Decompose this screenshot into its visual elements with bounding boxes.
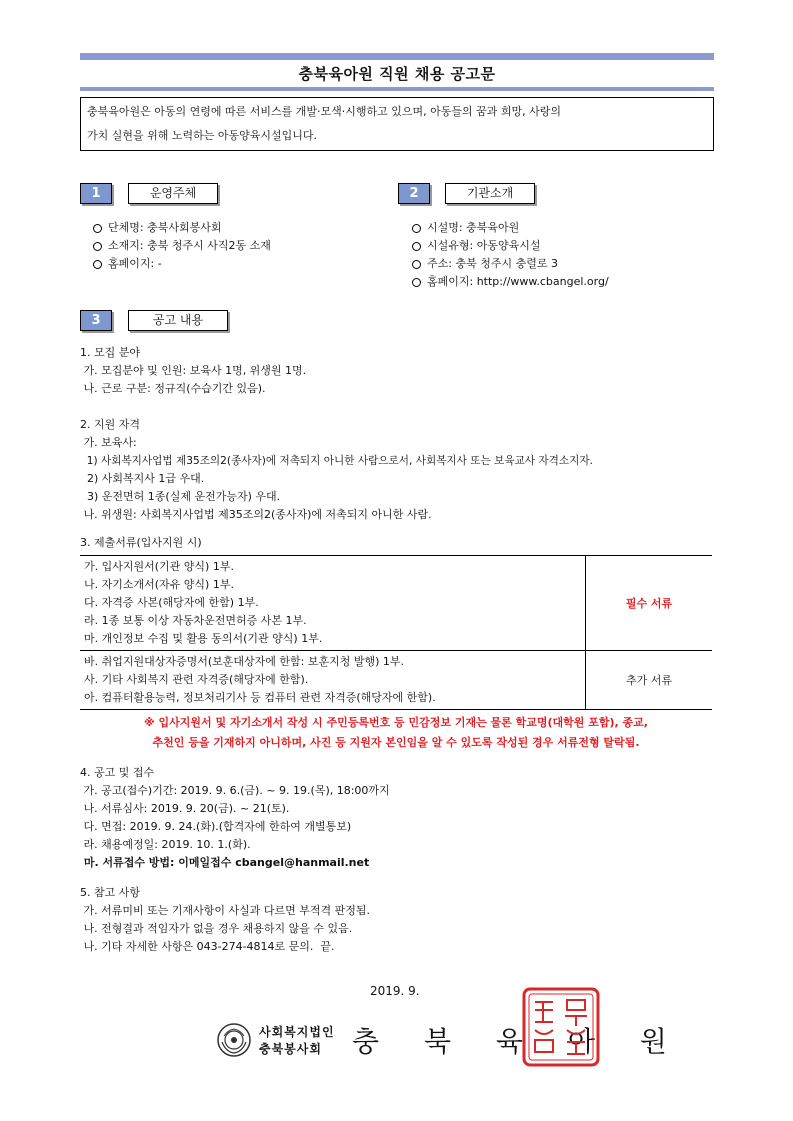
section-2-title: 기관소개 xyxy=(445,183,535,204)
recruit-heading: 1. 모집 분야 xyxy=(80,346,140,359)
section-1-title: 운영주체 xyxy=(128,183,218,204)
official-seal-icon xyxy=(521,986,601,1068)
doc-item: 사. 기타 사회복지 관련 자격증(해당자에 한함). xyxy=(84,673,309,686)
intro-line: 가치 실현을 위해 노력하는 아동양육시설입니다. xyxy=(87,129,318,142)
list-item: 단체명: 충북사회봉사회 xyxy=(92,219,271,237)
doc-item: 마. 개인정보 수집 및 활용 동의서(기관 양식) 1부. xyxy=(84,632,323,645)
doc-item: 다. 자격증 사본(해당자에 한함) 1부. xyxy=(84,596,259,609)
list-item: 주소: 충북 청주시 충렬로 3 xyxy=(411,255,609,273)
qualify-line: 1) 사회복지사업법 제35조의2(종사자)에 저촉되지 아니한 사람으로서, 사회복지사 또는 보육교사 자격소지자. xyxy=(80,455,593,467)
qualify-heading: 2. 지원 자격 xyxy=(80,418,140,431)
doc-item: 가. 입사지원서(기관 양식) 1부. xyxy=(84,560,234,573)
section-1-number: 1 xyxy=(80,183,112,204)
schedule-line: 나. 서류심사: 2019. 9. 20(금). ~ 21(토). xyxy=(80,802,290,815)
recruit-line: 나. 근로 구분: 정규직(수습기간 있음). xyxy=(80,382,266,395)
notes-block xyxy=(80,884,370,956)
docs-warning xyxy=(80,713,712,753)
org-emblem-icon xyxy=(216,1022,252,1058)
recruit-line: 가. 모집분야 및 인원: 보육사 1명, 위생원 1명. xyxy=(80,364,307,377)
issue-date: 2019. 9. xyxy=(370,984,420,998)
doc-item: 아. 컴퓨터활용능력, 정보처리기사 등 컴퓨터 관련 자격증(해당자에 한함). xyxy=(84,691,436,704)
schedule-heading: 4. 공고 및 접수 xyxy=(80,766,155,779)
list-item: 시설명: 충북육아원 xyxy=(411,219,609,237)
section-1-list xyxy=(92,219,271,273)
page-title: 충북육아원 직원 채용 공고문 xyxy=(298,65,496,83)
warning-line: 추천인 등을 기재하지 아니하며, 사진 등 지원자 본인임을 알 수 있도록 작성된 경우 서류전형 탈락됨. xyxy=(152,736,640,749)
notes-line: 나. 기타 자세한 사항은 043-274-4814로 문의. 끝. xyxy=(80,940,335,953)
qualify-block xyxy=(80,416,593,524)
list-item: 홈페이지: http://www.cbangel.org/ xyxy=(411,273,609,291)
docs-table xyxy=(80,555,712,710)
required-docs-cell xyxy=(80,556,586,651)
schedule-line: 라. 채용예정일: 2019. 10. 1.(화). xyxy=(80,838,251,851)
required-label: 필수 서류 xyxy=(625,597,673,610)
doc-item: 바. 취업지원대상자증명서(보훈대상자에 한함: 보훈지청 발행) 1부. xyxy=(84,655,405,668)
section-2-list xyxy=(411,219,609,291)
schedule-block xyxy=(80,764,390,872)
notes-line: 가. 서류미비 또는 기재사항이 사실과 다르면 부적격 판정됨. xyxy=(80,904,370,917)
org-line: 충북봉사회 xyxy=(259,1042,322,1056)
notes-heading: 5. 참고 사항 xyxy=(80,886,140,899)
doc-item: 나. 자기소개서(자유 양식) 1부. xyxy=(84,578,234,591)
qualify-line: 3) 운전면허 1종(실제 운전가능자) 우대. xyxy=(80,490,281,503)
doc-item: 라. 1종 보통 이상 자동차운전면허증 사본 1부. xyxy=(84,614,307,627)
optional-label: 추가 서류 xyxy=(625,674,672,687)
notes-line: 나. 전형결과 적임자가 없을 경우 채용하지 않을 수 있음. xyxy=(80,922,353,935)
intro-line: 충북육아원은 아동의 연령에 따른 서비스를 개발·모색·시행하고 있으며, 아동들의 꿈과 희망, 사랑의 xyxy=(87,105,561,118)
title-top-bar xyxy=(80,53,714,60)
intro-box xyxy=(80,97,714,151)
table-row xyxy=(80,651,712,710)
title-bottom-bar xyxy=(80,87,714,91)
docs-heading: 3. 제출서류(입사지원 시) xyxy=(80,536,202,549)
list-item: 시설유형: 아동양육시설 xyxy=(411,237,609,255)
warning-line: ※ 입사지원서 및 자기소개서 작성 시 주민등록번호 등 민감정보 기재는 물론 학교명(대학원 포함), 종교, xyxy=(144,716,648,729)
org-name: 충 북 육 아 원 xyxy=(352,1025,685,1058)
list-item: 홈페이지: - xyxy=(92,255,271,273)
list-item: 소재지: 충북 청주시 사직2동 소재 xyxy=(92,237,271,255)
schedule-line: 가. 공고(접수)기간: 2019. 9. 6.(금). ~ 9. 19.(목), 18:00까지 xyxy=(80,784,390,797)
section-3-title: 공고 내용 xyxy=(128,310,228,331)
org-line: 사회복지법인 xyxy=(259,1025,335,1039)
table-row xyxy=(80,556,712,651)
schedule-line: 다. 면접: 2019. 9. 24.(화).(합격자에 한하여 개별통보) xyxy=(80,820,352,833)
section-3-number: 3 xyxy=(80,310,112,331)
org-subtitle xyxy=(259,1024,335,1058)
qualify-line: 가. 보육사: xyxy=(80,436,137,449)
qualify-line: 나. 위생원: 사회복지사업법 제35조의2(종사자)에 저촉되지 아니한 사람. xyxy=(80,508,432,521)
schedule-email-line: 마. 서류접수 방법: 이메일접수 cbangel@hanmail.net xyxy=(80,856,370,869)
qualify-line: 2) 사회복지사 1급 우대. xyxy=(80,472,205,485)
recruit-block xyxy=(80,344,306,398)
section-2-number: 2 xyxy=(398,183,430,204)
optional-docs-cell xyxy=(80,651,586,710)
